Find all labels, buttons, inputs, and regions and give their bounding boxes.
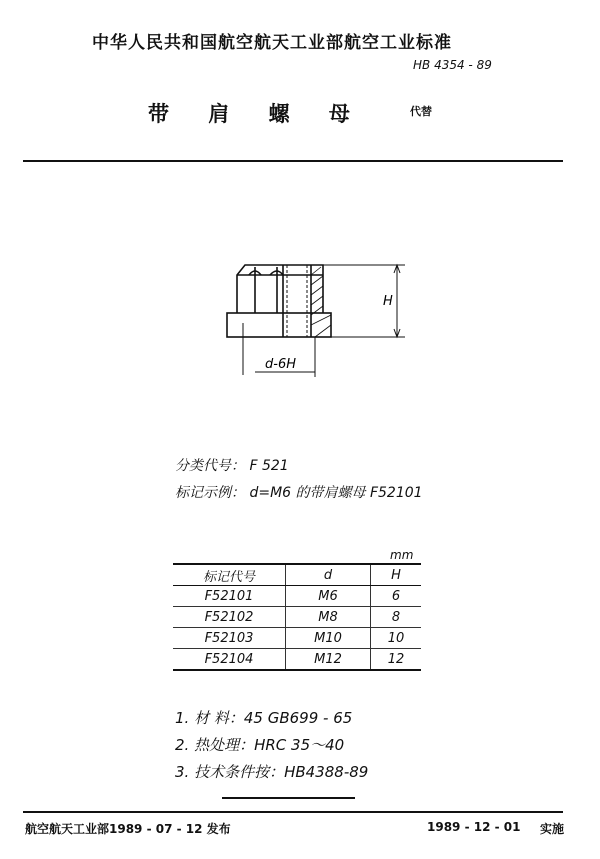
cell-code: F52104	[173, 649, 286, 671]
cell-d: M10	[286, 628, 371, 649]
note-heat-treatment: 2. 热处理：HRC 35～40	[175, 736, 345, 754]
marking-example-line	[175, 482, 423, 502]
height-label: H	[383, 294, 393, 309]
nut-drawing	[215, 255, 415, 380]
cell-d: M6	[286, 586, 371, 607]
standard-number: HB 4354 - 89	[413, 58, 492, 72]
replaces-note: 代替	[410, 105, 432, 118]
note-technical-conditions: 3. 技术条件按：HB4388-89	[175, 763, 369, 781]
effective-date: 1989 - 12 - 01	[427, 820, 521, 834]
thread-label: d-6H	[265, 357, 296, 372]
table-row	[173, 586, 421, 607]
table-row	[173, 628, 421, 649]
document-title: 带 肩 螺 母	[148, 102, 366, 126]
note-material: 1. 材 料：45 GB699 - 65	[175, 709, 353, 727]
header-d: d	[286, 564, 371, 586]
cell-code: F52101	[173, 586, 286, 607]
classification-label: 分类代号：	[175, 458, 245, 474]
cell-code: F52102	[173, 607, 286, 628]
effective-label: 实施	[540, 822, 565, 836]
marking-example-label: 标记示例：	[175, 485, 245, 501]
classification-code: F 521	[249, 458, 289, 474]
table-header-row	[173, 564, 421, 586]
header-divider	[23, 160, 563, 162]
table-row	[173, 649, 421, 671]
issue-info: 航空航天工业部1989 - 07 - 12 发布	[25, 822, 231, 836]
cell-h: 10	[371, 628, 421, 649]
header-marking-code: 标记代号	[173, 564, 286, 586]
cell-d: M8	[286, 607, 371, 628]
end-rule	[222, 797, 355, 799]
cell-h: 12	[371, 649, 421, 671]
header-h: H	[371, 564, 421, 586]
marking-example-value: d=M6 的带肩螺母 F52101	[249, 485, 423, 501]
table-unit: mm	[390, 548, 414, 562]
dimension-table	[173, 563, 421, 671]
table-row	[173, 607, 421, 628]
cell-h: 6	[371, 586, 421, 607]
cell-d: M12	[286, 649, 371, 671]
cell-code: F52103	[173, 628, 286, 649]
classification-line	[175, 455, 289, 475]
organization-header: 中华人民共和国航空航天工业部航空工业标准	[92, 33, 452, 53]
footer-divider	[23, 811, 563, 813]
cell-h: 8	[371, 607, 421, 628]
